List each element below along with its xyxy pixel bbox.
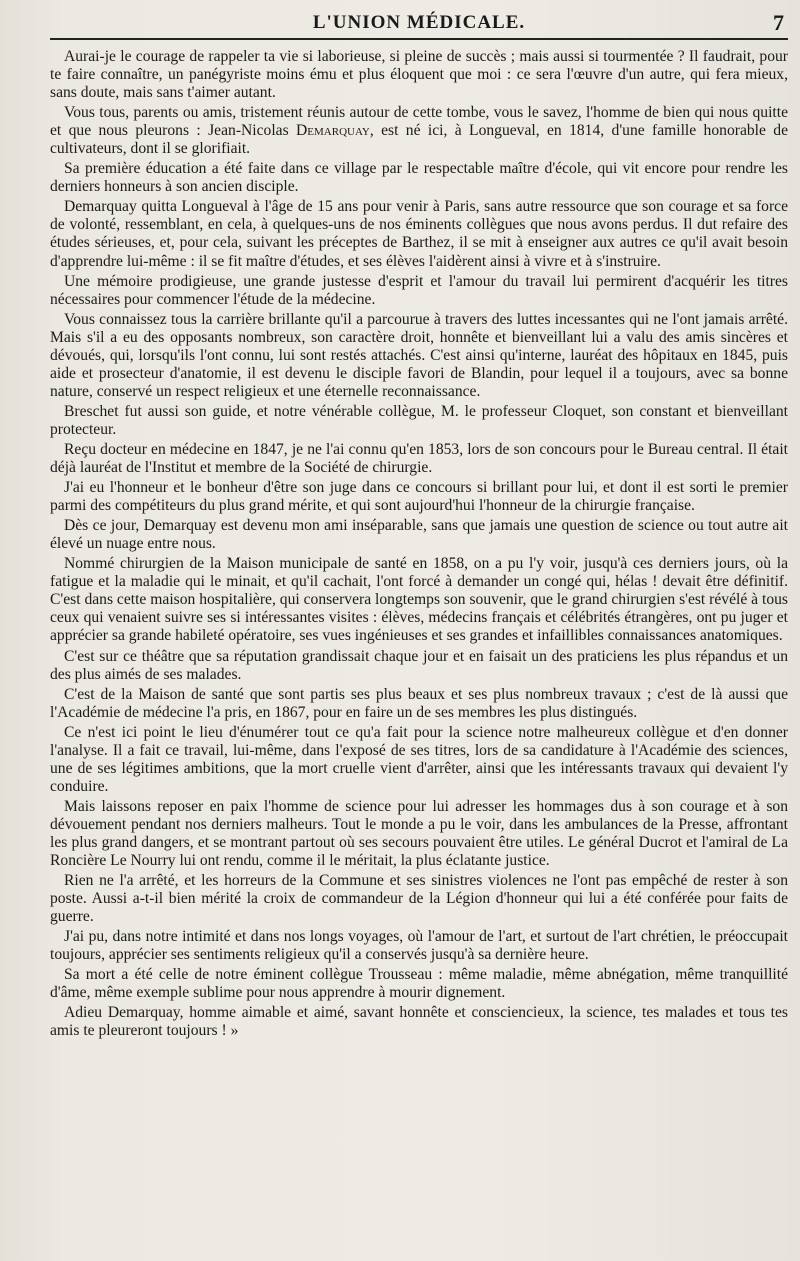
paragraph-text: Adieu Demarquay, homme aimable et aimé, savant honnête et consciencieux, la science, tes malades et tous tes amis te pleureront toujours ! » [50, 1004, 788, 1040]
paragraph [50, 441, 788, 477]
paragraph-text: Ce n'est ici point le lieu d'énumérer tout ce qu'a fait pour la science notre malheureux collègue et d'en donner l'analyse. Il a fait ce travail, lui-même, dans l'exposé de ses titres, lors de sa candidature à l'Académie des sciences, une de ses légitimes ambitions, que la mort cruelle vient d'arrêter, ainsi que les intéressants travaux qui devaient l'y conduire. [50, 723, 788, 795]
paragraph-text: Rien ne l'a arrêté, et les horreurs de la Commune et ses sinistres violences ne l'ont pas empêché de rester à son poste. Aussi a-t-il bien mérité la croix de commandeur de la Légion d'honneur qui lui a été conférée pour faits de guerre. [50, 872, 788, 926]
paragraph [50, 48, 788, 102]
running-title: L'UNION MÉDICALE. [312, 12, 526, 33]
paragraph [50, 555, 788, 645]
paragraph-text: J'ai pu, dans notre intimité et dans nos longs voyages, où l'amour de l'art, et surtout de l'art chrétien, le préoccupait toujours, apprécier ses sentiments religieux qu'il a conservés jusqu'à sa dernière heure. [50, 928, 788, 964]
paragraph [50, 104, 788, 158]
paragraph-text: Vous tous, parents ou amis, tristement réunis autour de cette tombe, vous le savez, l'homme de bien qui nous quitte et que nous pleurons : Jean-Nicolas [50, 104, 788, 140]
paragraph [50, 798, 788, 870]
paragraph [50, 273, 788, 309]
header-rule [50, 38, 788, 40]
paragraph-text: Reçu docteur en médecine en 1847, je ne l'ai connu qu'en 1853, lors de son concours pour le Bureau central. Il était déjà lauréat de l'Institut et membre de la Société de chirurgie. [50, 440, 788, 477]
paragraph [50, 479, 788, 515]
paragraph-text: C'est sur ce théâtre que sa réputation grandissait chaque jour et en faisait un des praticiens les plus répandus et un des plus aimés de ses malades. [50, 647, 788, 683]
paragraph-text: Breschet fut aussi son guide, et notre vénérable collègue, M. le professeur Cloquet, son constant et bienveillant protecteur. [50, 402, 788, 438]
paragraph [50, 311, 788, 401]
paragraph-text: Sa mort a été celle de notre éminent collègue Trousseau : même maladie, même abnégation, même tranquillité d'âme, même exemple sublime pour nous apprendre à mourir dignement. [50, 966, 788, 1002]
paragraph-text: Dès ce jour, Demarquay est devenu mon ami inséparable, sans que jamais une question de science ou tout autre ait élevé un nuage entre nous. [50, 517, 788, 553]
paragraph-text: , est né ici, à Longueval, en 1814, d'une famille honorable de cultivateurs, dont il se glorifiait. [50, 122, 788, 158]
article-body [50, 48, 788, 1040]
paragraph-text: Vous connaissez tous la carrière brillante qu'il a parcourue à travers des luttes incessantes qui ne l'ont jamais arrêté. Mais s'il a eu des opposants nombreux, son caractère droit, honnête et bienveillant lui a valu des amis sincères et dévoués, qui, lorsqu'ils l'ont connu, lui sont restés attachés. C'est ainsi qu'interne, lauréat des hôpitaux en 1845, puis aide et prosecteur d'anatomie, il est devenu le disciple favori de Blandin, pour lequel il a toujours, avec sa bonne nature, conservé un respect religieux et une éternelle reconnaissance. [50, 310, 788, 400]
paragraph [50, 198, 788, 270]
paragraph [50, 966, 788, 1002]
paragraph-text: Demarquay quitta Longueval à l'âge de 15 ans pour venir à Paris, sans autre ressource que son courage et sa force de volonté, ressemblant, en cela, à quelques-uns de nos éminents collègues que nous avons perdus. Il dut refaire des études sérieuses, et, pour cela, suivant les préceptes de Barthez, il se mit à enseigner aux autres ce qu'il avait besoin d'apprendre lui-même : il se fit maître d'études, et ses élèves l'aidèrent ainsi à vivre et à s'instruire. [50, 198, 788, 270]
paragraph-text: Sa première éducation a été faite dans ce village par le respectable maître d'école, qui vit encore pour rendre les derniers honneurs à son ancien disciple. [50, 160, 788, 196]
paragraph [50, 686, 788, 722]
paragraph [50, 648, 788, 684]
paragraph-text: Aurai-je le courage de rappeler ta vie si laborieuse, si pleine de succès ; mais aussi si tourmentée ? Il faudrait, pour te faire connaître, un panégyriste moins ému et plus éloquent que moi : ce sera l'œuvre d'un autre, qui fera mieux, sans doute, mais sans t'aimer autant. [50, 48, 788, 102]
paragraph-text: C'est de la Maison de santé que sont partis ses plus beaux et ses plus nombreux travaux ; c'est de là aussi que l'Académie de médecine l'a pris, en 1867, pour en faire un de ses membres les plus distingués. [50, 685, 788, 721]
paragraph [50, 517, 788, 553]
page-header [50, 6, 788, 38]
paragraph-text: Une mémoire prodigieuse, une grande justesse d'esprit et l'amour du travail lui permirent d'acquérir les titres nécessaires pour commencer l'étude de la médecine. [50, 272, 788, 308]
paragraph [50, 403, 788, 439]
paragraph [50, 872, 788, 926]
paragraph-text: Nommé chirurgien de la Maison municipale de santé en 1858, on a pu l'y voir, jusqu'à ces derniers jours, où la fatigue et la maladie qui le minait, et qu'il cachait, l'ont forcé à demander un congé qui, hélas ! devait être définitif. C'est dans cette maison hospitalière, qui conservera longtemps son souvenir, que le grand chirurgien s'est révélé à tous ceux qui venaient suivre ses si intéressantes visites : élèves, médecins français et célébrités étrangères, ont pu juger et apprécier sa grande habileté opératoire, ses vues ingénieuses et ses grandes et infaillibles connaissances anatomiques. [50, 555, 788, 645]
page-number: 7 [773, 10, 784, 35]
paragraph [50, 928, 788, 964]
paragraph [50, 160, 788, 196]
paragraph-text: Mais laissons reposer en paix l'homme de science pour lui adresser les hommages dus à son courage et à son dévouement pendant nos derniers malheurs. Tout le monde a pu le voir, dans les ambulances de la Presse, affrontant les plus grand dangers, et se montrant partout où ses secours pouvaient être utiles. Le général Ducrot et l'amiral de La Roncière Le Nourry lui ont rendu, comme il le méritait, la plus éclatante justice. [50, 797, 788, 870]
paragraph [50, 1004, 788, 1040]
paragraph [50, 724, 788, 796]
small-caps-name: Demarquay [296, 122, 370, 140]
paragraph-text: J'ai eu l'honneur et le bonheur d'être son juge dans ce concours si brillant pour lui, et dont il est sorti le premier parmi des compétiteurs du plus grand mérite, et qui sont aujourd'hui l'honneur de la chirurgie française. [50, 479, 788, 515]
